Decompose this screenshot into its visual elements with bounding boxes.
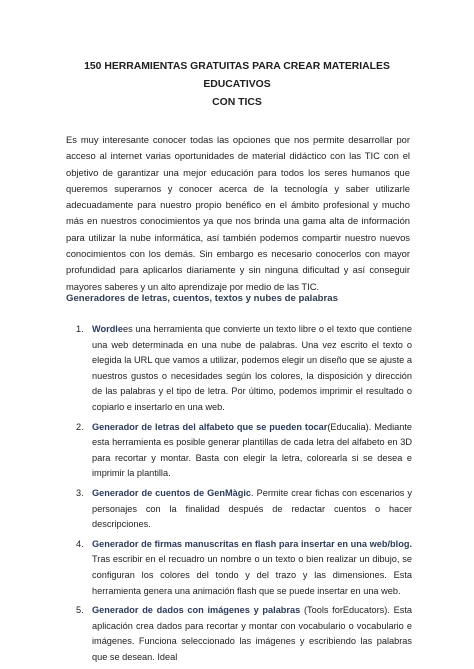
document-title (60, 58, 414, 112)
list-item (66, 537, 412, 599)
section-heading: Generadores de letras, cuentos, textos y nubes de palabras (66, 293, 338, 304)
item-name-link[interactable]: Wordle (92, 324, 123, 334)
list-item (66, 603, 412, 665)
list-item (66, 322, 412, 416)
title-line-1: 150 HERRAMIENTAS GRATUITAS PARA CREAR MATERIALES EDUCATIVOS (84, 61, 390, 90)
list-item (66, 420, 412, 482)
item-name-link[interactable]: Generador de cuentos de GenMàgic (92, 487, 252, 498)
item-number: 4. (76, 538, 84, 549)
item-number: 2. (76, 421, 84, 432)
item-text: Tras escribir en el recuadro un nombre o un texto o bien realizar un dibujo, se configuran los colores del tondo y del trazo y las dimensiones. Esta herramienta genera una animación flash que se puede insertar en una web. (92, 554, 412, 596)
item-text: . Permite crear fichas con escenarios y personajes con la finalidad después de redactar cuentos o hacer descripciones. (92, 487, 412, 530)
item-name-link[interactable]: Generador de firmas manuscritas en flash para insertar en una web/blog. (92, 538, 412, 549)
item-name-link[interactable]: Generador de dados con imágenes y palabras (92, 605, 301, 616)
item-text: (Educalia). Mediante esta herramienta es posible generar plantillas de cada letra del alfabeto en 3D para recortar y montar. Basta con elegir la letra, colorearla si se desea e imprimir la plantilla. (92, 421, 413, 479)
list-item (66, 486, 412, 533)
item-number: 5. (76, 605, 84, 616)
item-number: 1. (76, 324, 84, 334)
item-number: 3. (76, 487, 84, 498)
item-text: (Tools forEducators). Esta aplicación crea dados para recortar y montar con vocabulario o vocabulario e imágenes. Funciona seleccionado las imágenes y escribiendo las palabras que se desean. Ideal (92, 605, 412, 662)
title-line-2: CON TICS (212, 97, 262, 108)
tools-list (66, 322, 412, 669)
item-name-link[interactable]: Generador de letras del alfabeto que se pueden tocar (92, 421, 328, 432)
item-text: es una herramienta que convierte un texto libre o el texto que contiene una web determinada en una nube de palabras. Una vez escrito el texto o elegida la URL que vamos a utilizar, podemos elegir un diseño que se ajuste a nuestros gustos o necesidades según los colores, la disposición y dirección de las palabras y el tipo de letra. Por último, podemos imprimir el resultado o copiarlo e insertarlo en una web. (92, 324, 412, 412)
intro-paragraph: Es muy interesante conocer todas las opciones que nos permite desarrollar por acceso al internet varias oportunidades de material didáctico con las TIC con el objetivo de garantizar una mejor educación para todos los seres humanos que queremos superarnos y conocer acerca de la tecnología y saber utilizarle adecuadamente para nuestro propio benéfico en el ámbito profesional y mucho más en nuestros conocimientos ya que nos brinda una gama alta de información para utilizar la nube informática, así también podemos compartir nuestro nuevos conocimientos con los demás. Sin embargo es necesario conocerlos con mayor profundidad para aplicarlos diariamente y sin ninguna dificultad y así conseguir mayores saberes y un alto aprendizaje por medio de las TIC. (66, 134, 410, 292)
